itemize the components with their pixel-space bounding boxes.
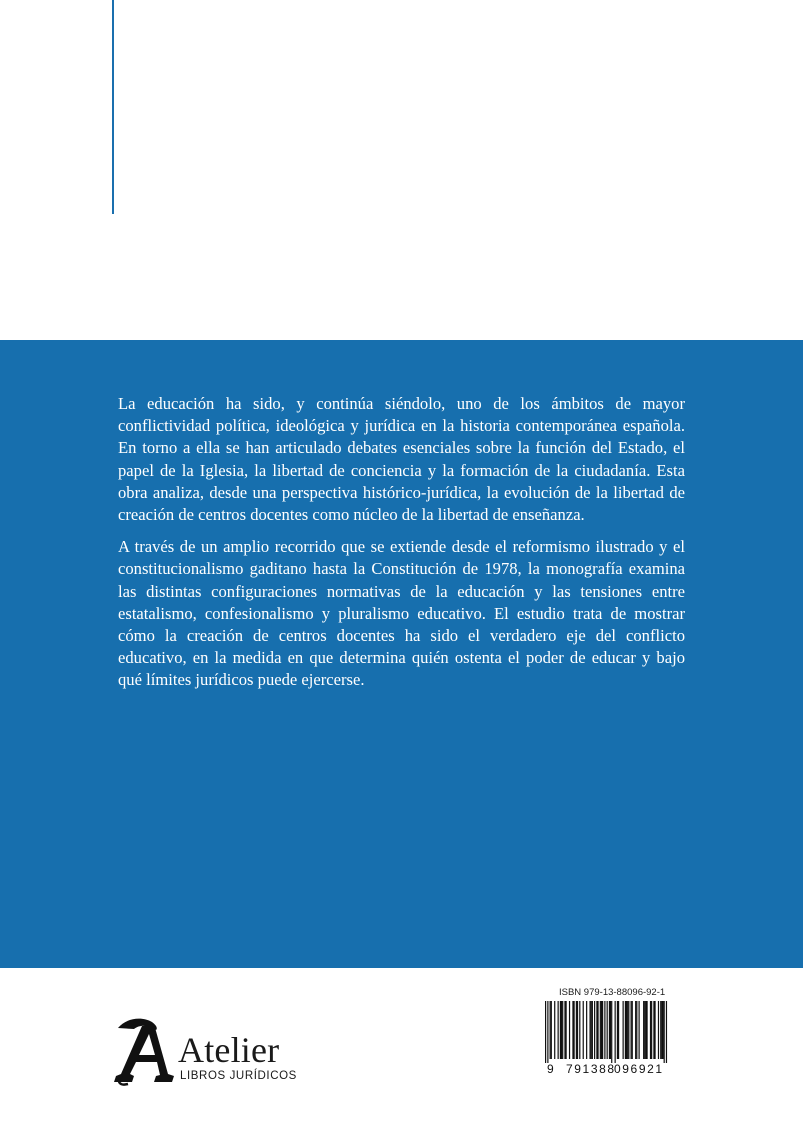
barcode-bar — [623, 1001, 624, 1059]
barcode-bar — [561, 1001, 562, 1059]
barcode-bar — [609, 1001, 610, 1059]
accent-vertical-line — [112, 0, 114, 214]
barcode-bar — [566, 1001, 567, 1059]
barcode-bar — [664, 1001, 665, 1063]
barcode-bar — [627, 1001, 628, 1059]
barcode-right-digits: 096921 — [614, 1062, 664, 1076]
barcode-bar — [550, 1001, 551, 1059]
barcode-bar — [618, 1001, 619, 1059]
barcode-bar — [646, 1001, 647, 1059]
barcode-bar — [643, 1001, 644, 1059]
barcode-bar — [600, 1001, 601, 1059]
blurb-paragraph-2: A través de un amplio recorrido que se extiende desde el reformismo ilustrado y el constitucionalismo gaditano hasta la Constitución de 1978, la monografía examina las distintas configuraciones normativas de la educación y las tensiones entre estatalismo, confesionalismo y pluralismo educativo. El estudio trata de mostrar cómo la creación de centros docentes ha sido el verdadero eje del conflicto educativo, en la medida en que determina quién ostenta el poder de educar y bajo qué límites jurídicos puede ejercerse. — [118, 537, 685, 690]
barcode-bar — [583, 1001, 584, 1059]
barcode-bar — [558, 1001, 559, 1059]
barcode-bar — [639, 1001, 640, 1059]
barcode-bar — [626, 1001, 627, 1059]
barcode-bar — [611, 1001, 612, 1063]
barcode-bar — [574, 1001, 575, 1059]
barcode-bar — [607, 1001, 608, 1059]
barcode-bar — [589, 1001, 590, 1059]
isbn-block — [531, 985, 671, 1085]
barcode-bar — [653, 1001, 654, 1059]
barcode-bar — [545, 1001, 546, 1063]
top-white-area — [0, 0, 803, 340]
isbn-barcode — [531, 1001, 671, 1063]
barcode-bar — [651, 1001, 652, 1059]
barcode-bar — [635, 1001, 636, 1059]
barcode-bar — [615, 1001, 616, 1063]
barcode-bar — [601, 1001, 602, 1059]
barcode-bar — [554, 1001, 555, 1059]
barcode-bar — [631, 1001, 632, 1059]
barcode-bar — [654, 1001, 655, 1059]
barcode-bar — [610, 1001, 611, 1059]
publisher-name: Atelier — [178, 1030, 280, 1070]
barcode-bar — [576, 1001, 577, 1059]
barcode-bar — [564, 1001, 565, 1059]
barcode-bar — [596, 1001, 597, 1059]
barcode-bar — [586, 1001, 587, 1059]
isbn-label: ISBN 979-13-88096-92-1 — [559, 987, 666, 998]
barcode-bar — [547, 1001, 548, 1063]
barcode-bar — [572, 1001, 573, 1059]
barcode-bar — [650, 1001, 651, 1059]
barcode-bar — [551, 1001, 552, 1059]
barcode-bar — [658, 1001, 659, 1059]
barcode-first-digit: 9 — [547, 1062, 554, 1076]
barcode-bar — [628, 1001, 629, 1059]
barcode-bar — [592, 1001, 593, 1059]
barcode-bar — [562, 1001, 563, 1059]
atelier-a-logo-icon — [112, 1016, 176, 1088]
barcode-bar — [660, 1001, 661, 1059]
back-cover-blurb — [118, 393, 685, 702]
barcode-bar — [666, 1001, 667, 1063]
barcode-bar — [591, 1001, 592, 1059]
barcode-bar — [625, 1001, 626, 1059]
barcode-bar — [604, 1001, 605, 1059]
publisher-subtitle: LIBROS JURÍDICOS — [180, 1070, 297, 1082]
publisher-logo — [112, 1016, 312, 1091]
blurb-paragraph-1: La educación ha sido, y continúa siéndolo, uno de los ámbitos de mayor conflictividad política, ideológica y jurídica en la historia contemporánea española. En torno a ella se han articulado debates esenciales sobre la función del Estado, el papel de la Iglesia, la libertad de conciencia y la formación de la ciudadanía. Esta obra analiza, desde una perspectiva histórico-jurídica, la evolución de la libertad de creación de centros docentes como núcleo de la libertad de enseñanza. — [118, 394, 685, 525]
barcode-digits — [531, 1062, 671, 1076]
barcode-bar — [617, 1001, 618, 1059]
barcode-bar — [644, 1001, 645, 1059]
barcode-bar — [645, 1001, 646, 1059]
barcode-bar — [577, 1001, 578, 1059]
barcode-bar — [632, 1001, 633, 1059]
barcode-left-digits: 791388 — [566, 1062, 616, 1076]
barcode-bar — [594, 1001, 595, 1059]
barcode-bar — [636, 1001, 637, 1059]
barcode-bar — [602, 1001, 603, 1059]
barcode-bar — [579, 1001, 580, 1059]
barcode-bar — [661, 1001, 662, 1059]
barcode-bar — [569, 1001, 570, 1059]
barcode-bar — [597, 1001, 598, 1059]
barcode-bar — [560, 1001, 561, 1059]
barcode-bar — [662, 1001, 663, 1059]
